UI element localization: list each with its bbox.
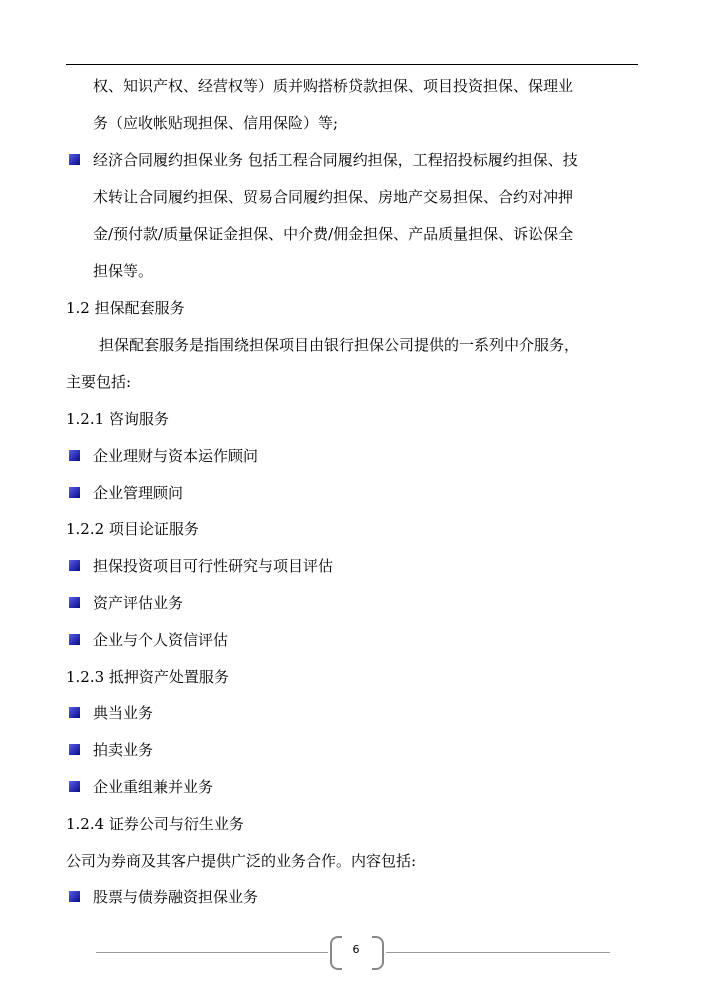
list-item-text: 拍卖业务 [93, 741, 154, 759]
square-bullet-icon [69, 891, 80, 902]
section-heading-1-2-4: 1.2.4 证券公司与衍生业务 [66, 815, 244, 833]
list-item-text: 担保投资项目可行性研究与项目评估 [93, 557, 334, 575]
square-bullet-icon [69, 487, 80, 498]
square-bullet-icon [69, 597, 80, 608]
list-item-text: 企业理财与资本运作顾问 [93, 447, 259, 465]
footer-bracket-right [372, 936, 384, 970]
list-item-text: 资产评估业务 [93, 594, 184, 612]
list-item-text: 典当业务 [93, 704, 154, 722]
paragraph-line-2: 主要包括: [66, 373, 132, 391]
footer-rule-right [386, 952, 610, 953]
square-bullet-icon [69, 744, 80, 755]
list-item-text: 企业重组兼并业务 [93, 778, 214, 796]
section-heading-1-2: 1.2 担保配套服务 [66, 299, 185, 317]
text-line-continuation-1: 权、知识产权、经营权等）质并购搭桥贷款担保、项目投资担保、保理业 [93, 77, 574, 95]
page-number: 6 [352, 943, 360, 956]
square-bullet-icon [69, 781, 80, 792]
section-heading-1-2-1: 1.2.1 咨询服务 [66, 410, 169, 428]
section-heading-1-2-2: 1.2.2 项目论证服务 [66, 520, 199, 538]
square-bullet-icon [69, 560, 80, 571]
text-line-continuation-3: 术转让合同履约担保、贸易合同履约担保、房地产交易担保、合约对冲押 [93, 188, 574, 206]
text-line-continuation-4: 金/预付款/质量保证金担保、中介费/佣金担保、产品质量担保、诉讼保全 [93, 225, 574, 243]
text-line-continuation-2: 务（应收帐贴现担保、信用保险）等; [93, 114, 339, 132]
paragraph-line-1: 担保配套服务是指围绕担保项目由银行担保公司提供的一系列中介服务， [99, 336, 580, 354]
list-item-text: 企业管理顾问 [93, 484, 184, 502]
square-bullet-icon [69, 707, 80, 718]
text-line-continuation-5: 担保等。 [93, 262, 154, 280]
list-item-text: 经济合同履约担保业务 包括工程合同履约担保，工程招投标履约担保、技 [93, 151, 578, 169]
section-heading-1-2-3: 1.2.3 抵押资产处置服务 [66, 668, 229, 686]
footer-rule-left [96, 952, 328, 953]
square-bullet-icon [69, 634, 80, 645]
square-bullet-icon [69, 450, 80, 461]
list-item-text: 股票与债券融资担保业务 [93, 888, 259, 906]
header-rule [66, 64, 638, 65]
list-item-text: 企业与个人资信评估 [93, 631, 229, 649]
square-bullet-icon [69, 154, 80, 165]
paragraph-line-3: 公司为券商及其客户提供广泛的业务合作。内容包括: [66, 852, 417, 870]
